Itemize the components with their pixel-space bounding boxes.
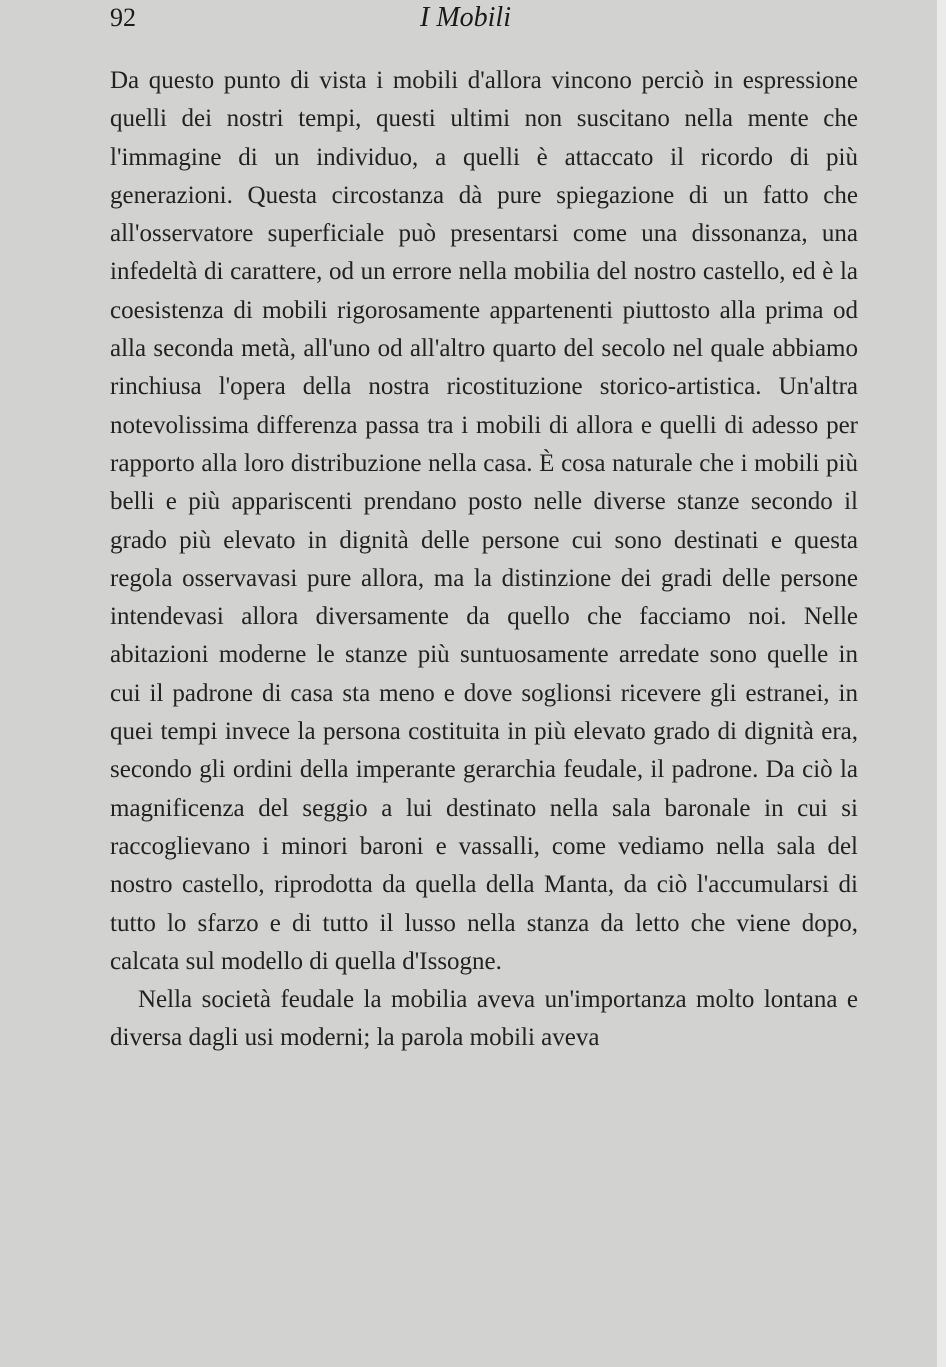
page-number: 92 [110,3,136,32]
body-text [110,62,858,1058]
page-edge [937,0,946,1367]
paragraph: Nella società feudale la mobilia aveva un'importanza molto lontana e diversa dagli usi moderni; la parola mobili aveva [110,986,858,1052]
paragraph: Da questo punto di vista i mobili d'allora vincono perciò in espressione quelli dei nostri tempi, questi ultimi non suscitano nella mente che l'immagine di un individuo, a quelli è attaccato il ricordo di più generazioni. Questa circostanza dà pure spiegazione di un fatto che all'osservatore superficiale può presentarsi come una dissonanza, una infedeltà di carattere, od un errore nella mobilia del nostro castello, ed è la coesistenza di mobili rigorosamente appartenenti piuttosto alla prima od alla seconda metà, all'uno od all'altro quarto del secolo nel quale abbiamo rinchiusa l'opera della nostra ricostituzione storico-artistica. Un'altra notevolissima differenza passa tra i mobili di allora e quelli di adesso per rapporto alla loro distribuzione nella casa. È cosa naturale che i mobili più belli e più appariscenti prendano posto nelle diverse stanze secondo il grado più elevato in dignità delle persone cui sono destinati e questa regola osservavasi pure allora, ma la distinzione dei gradi delle persone intendevasi allora diversamente da quello che facciamo noi. Nelle abitazioni moderne le stanze più suntuosamente arredate sono quelle in cui il padrone di casa sta meno e dove soglionsi ricevere gli estranei, in quei tempi invece la persona costituita in più elevato grado di dignità era, secondo gli ordini della imperante gerarchia feudale, il padrone. Da ciò la magnificenza del seggio a lui destinato nella sala baronale in cui si raccoglievano i minori baroni e vassalli, come vediamo nella sala del nostro castello, riprodotta da quella della Manta, da ciò l'accumularsi di tutto lo sfarzo e di tutto il lusso nella stanza da letto che viene dopo, calcata sul modello di quella d'Issogne. [110,67,858,975]
running-title: I Mobili [420,2,511,33]
